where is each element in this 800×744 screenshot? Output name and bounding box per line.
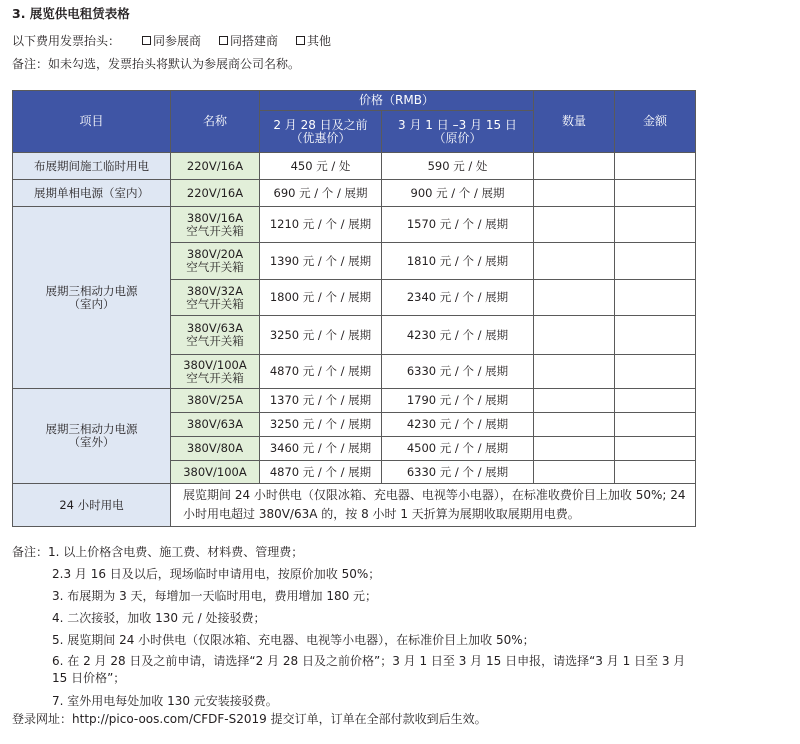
spec-name: 380V/80A: [171, 437, 260, 461]
table-row: [13, 389, 696, 413]
invoice-remark: 备注：如未勾选，发票抬头将默认为参展商公司名称。: [12, 57, 301, 71]
section-title: 3. 展览供电租赁表格: [12, 6, 130, 21]
early-price: 1370 元 / 个 / 展期: [260, 389, 382, 413]
late-price: 2340 元 / 个 / 展期: [382, 280, 534, 316]
quantity-cell[interactable]: [534, 153, 615, 180]
late-price: 1810 元 / 个 / 展期: [382, 243, 534, 280]
spec-name: 380V/16A 空气开关箱: [171, 207, 260, 243]
option-label: 同搭建商: [230, 34, 279, 48]
amount-cell[interactable]: [615, 316, 696, 355]
quantity-cell[interactable]: [534, 389, 615, 413]
late-price: 4230 元 / 个 / 展期: [382, 413, 534, 437]
quantity-cell[interactable]: [534, 243, 615, 280]
table-row: [13, 180, 696, 207]
invoice-option-other[interactable]: [296, 32, 331, 49]
early-price: 1390 元 / 个 / 展期: [260, 243, 382, 280]
note-item: 备注：1. 以上价格含电费、施工费、材料费、管理费；: [12, 545, 304, 559]
late-price: 4230 元 / 个 / 展期: [382, 316, 534, 355]
quantity-cell[interactable]: [534, 437, 615, 461]
header-quantity: 数量: [534, 91, 615, 153]
amount-cell[interactable]: [615, 413, 696, 437]
power-rental-table: [12, 90, 696, 527]
early-price: 3460 元 / 个 / 展期: [260, 437, 382, 461]
table-row: [13, 207, 696, 243]
h24-description: 展览期间 24 小时供电（仅限冰箱、充电器、电视等小电器），在标准收费价目上加收 50%; 24 小时用电超过 380V/63A 的，按 8 小时 1 天折算为展期收取展期用电费。: [171, 484, 696, 527]
checkbox[interactable]: [219, 36, 228, 45]
note-item: 3. 布展期为 3 天，每增加一天临时用电，费用增加 180 元；: [52, 589, 378, 603]
early-price: 1800 元 / 个 / 展期: [260, 280, 382, 316]
amount-cell[interactable]: [615, 280, 696, 316]
group-label: 展期三相动力电源 （室外）: [13, 389, 171, 484]
amount-cell[interactable]: [615, 389, 696, 413]
invoice-header-options: [12, 32, 331, 49]
amount-cell[interactable]: [615, 461, 696, 484]
spec-name: 220V/16A: [171, 180, 260, 207]
early-price: 450 元 / 处: [260, 153, 382, 180]
late-price: 6330 元 / 个 / 展期: [382, 355, 534, 389]
registration-prefix: 登录网址：: [12, 712, 73, 726]
table-row: [13, 153, 696, 180]
late-price: 590 元 / 处: [382, 153, 534, 180]
early-price: 4870 元 / 个 / 展期: [260, 355, 382, 389]
early-price: 3250 元 / 个 / 展期: [260, 413, 382, 437]
header-item: 项目: [13, 91, 171, 153]
quantity-cell[interactable]: [534, 355, 615, 389]
quantity-cell[interactable]: [534, 280, 615, 316]
amount-cell[interactable]: [615, 243, 696, 280]
quantity-cell[interactable]: [534, 180, 615, 207]
note-item: 4. 二次接驳，加收 130 元 / 处接驳费；: [52, 611, 266, 625]
note-item: 5. 展览期间 24 小时供电（仅限冰箱、充电器、电视等小电器），在标准价目上加收 50%；: [52, 633, 535, 647]
early-price: 690 元 / 个 / 展期: [260, 180, 382, 207]
group-label: 布展期间施工临时用电: [13, 153, 171, 180]
note-item: 7. 室外用电每处加收 130 元安装接驳费。: [52, 694, 278, 708]
amount-cell[interactable]: [615, 355, 696, 389]
group-label: 24 小时用电: [13, 484, 171, 527]
notes-section: [12, 541, 702, 712]
note-item: 6. 在 2 月 28 日及之前申请，请选择“2 月 28 日及之前价格”；3 月 1 日至 3 月 15 日申报，请选择“3 月 1 日至 3 月 15 日价格”；: [52, 654, 686, 685]
spec-name: 380V/63A 空气开关箱: [171, 316, 260, 355]
spec-name: 380V/32A 空气开关箱: [171, 280, 260, 316]
header-amount: 金额: [615, 91, 696, 153]
invoice-option-builder[interactable]: [219, 32, 278, 49]
early-price: 4870 元 / 个 / 展期: [260, 461, 382, 484]
amount-cell[interactable]: [615, 180, 696, 207]
header-price: 价格（RMB）: [260, 91, 534, 111]
quantity-cell[interactable]: [534, 461, 615, 484]
late-price: 1790 元 / 个 / 展期: [382, 389, 534, 413]
early-price: 1210 元 / 个 / 展期: [260, 207, 382, 243]
group-label: 展期三相动力电源 （室内）: [13, 207, 171, 389]
amount-cell[interactable]: [615, 153, 696, 180]
header-early-price: 2 月 28 日及之前 （优惠价）: [260, 111, 382, 153]
spec-name: 380V/20A 空气开关箱: [171, 243, 260, 280]
registration-link[interactable]: http://pico-oos.com/CFDF-S2019: [72, 712, 267, 726]
header-name: 名称: [171, 91, 260, 153]
table-row: [13, 484, 696, 527]
late-price: 6330 元 / 个 / 展期: [382, 461, 534, 484]
spec-name: 380V/25A: [171, 389, 260, 413]
registration-suffix: 提交订单，订单在全部付款收到后生效。: [266, 712, 487, 726]
amount-cell[interactable]: [615, 207, 696, 243]
invoice-label: 以下费用发票抬头：: [12, 34, 121, 48]
amount-cell[interactable]: [615, 437, 696, 461]
quantity-cell[interactable]: [534, 413, 615, 437]
late-price: 1570 元 / 个 / 展期: [382, 207, 534, 243]
note-item: 2.3 月 16 日及以后，现场临时申请用电，按原价加收 50%；: [52, 567, 381, 581]
late-price: 900 元 / 个 / 展期: [382, 180, 534, 207]
quantity-cell[interactable]: [534, 207, 615, 243]
spec-name: 380V/100A 空气开关箱: [171, 355, 260, 389]
checkbox[interactable]: [142, 36, 151, 45]
registration-line: [12, 710, 487, 727]
header-late-price: 3 月 1 日 –3 月 15 日 （原价）: [382, 111, 534, 153]
spec-name: 220V/16A: [171, 153, 260, 180]
early-price: 3250 元 / 个 / 展期: [260, 316, 382, 355]
option-label: 其他: [307, 34, 332, 48]
checkbox[interactable]: [296, 36, 305, 45]
option-label: 同参展商: [153, 34, 202, 48]
spec-name: 380V/100A: [171, 461, 260, 484]
invoice-option-exhibitor[interactable]: [142, 32, 201, 49]
late-price: 4500 元 / 个 / 展期: [382, 437, 534, 461]
quantity-cell[interactable]: [534, 316, 615, 355]
group-label: 展期单相电源（室内）: [13, 180, 171, 207]
spec-name: 380V/63A: [171, 413, 260, 437]
